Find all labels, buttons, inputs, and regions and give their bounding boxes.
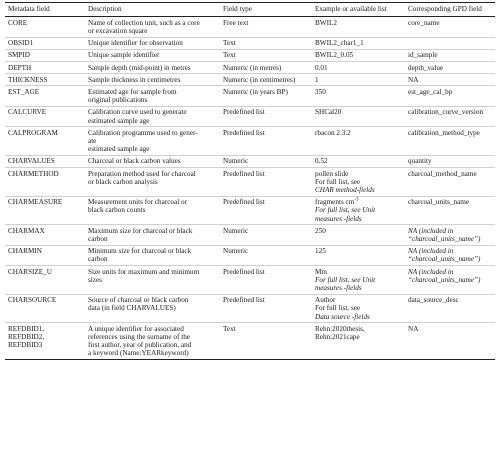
metadata-field-cell — [5, 74, 85, 86]
cell-line: measures -fields — [315, 214, 362, 223]
cell-line: data_source_desc — [408, 296, 459, 305]
cell-line: charcoal_method_name — [408, 169, 477, 178]
cell-line: est_age_cal_bp — [408, 87, 453, 96]
table-row — [5, 323, 495, 360]
field-type-cell — [220, 17, 312, 37]
gpd-field-cell — [405, 49, 495, 61]
gpd-field-cell — [405, 266, 495, 295]
cell-line: Calibration programme used to gener- — [88, 128, 198, 137]
example-cell — [312, 245, 405, 265]
cell-line: Charcoal or black carbon values — [88, 157, 181, 166]
cell-line: NA (included in — [408, 226, 454, 235]
description-cell — [85, 17, 220, 37]
table-row — [5, 106, 495, 126]
field-type-cell — [220, 266, 312, 295]
cell-line: CHARMAX — [8, 226, 45, 235]
cell-line: ate — [88, 136, 97, 145]
cell-line: CORE — [8, 18, 28, 27]
cell-line: Numeric (in years BP) — [223, 87, 288, 96]
cell-line: Predefined list — [223, 108, 265, 117]
cell-line: Numeric (in metres) — [223, 63, 282, 72]
description-cell — [85, 37, 220, 49]
table-body — [5, 17, 495, 360]
cell-line: quantity — [408, 157, 432, 166]
gpd-field-cell — [405, 86, 495, 106]
gpd-field-cell — [405, 127, 495, 156]
field-type-cell — [220, 294, 312, 323]
gpd-field-cell — [405, 245, 495, 265]
cell-line: original publications — [88, 96, 148, 105]
cell-line: Size units for maximum and minimum — [88, 267, 200, 276]
table-row — [5, 155, 495, 167]
cell-line: BWIL2 — [315, 18, 337, 27]
metadata-field-cell — [5, 49, 85, 61]
cell-line: data (in field CHARVALUES) — [88, 304, 176, 313]
field-type-cell — [220, 49, 312, 61]
field-type-cell — [220, 86, 312, 106]
gpd-field-cell — [405, 225, 495, 245]
cell-line: SHCal20 — [315, 108, 342, 117]
cell-line: “charcoal_units_name”) — [408, 255, 481, 264]
cell-line: Estimated age for sample from — [88, 87, 177, 96]
example-cell — [312, 17, 405, 37]
gpd-field-cell — [405, 37, 495, 49]
example-cell — [312, 127, 405, 156]
field-type-cell — [220, 106, 312, 126]
cell-line: Free text — [223, 18, 249, 27]
metadata-field-cell — [5, 37, 85, 49]
table-row — [5, 245, 495, 265]
table-row — [5, 266, 495, 295]
cell-line: 250 — [315, 226, 326, 235]
cell-line: SMPID — [8, 51, 30, 60]
cell-line: charcoal_units_name — [408, 198, 470, 207]
gpd-field-cell — [405, 17, 495, 37]
example-cell — [312, 74, 405, 86]
gpd-field-cell — [405, 74, 495, 86]
cell-line: NA (included in — [408, 247, 454, 256]
cell-line: CHAR method-fields — [315, 185, 375, 194]
metadata-field-cell — [5, 294, 85, 323]
cell-line: Sample thickness in centimetres — [88, 75, 181, 84]
cell-line: Mm — [315, 267, 327, 276]
header-example: Example or available list — [312, 3, 405, 17]
description-cell — [85, 168, 220, 197]
cell-line: Numeric — [223, 226, 249, 235]
cell-line: CHARMIN — [8, 247, 42, 256]
cell-line: Rehn:2021cape — [315, 333, 360, 341]
cell-line: NA — [408, 324, 419, 333]
metadata-field-cell — [5, 17, 85, 37]
cell-line: BWIL2_0.05 — [315, 51, 354, 60]
field-type-cell — [220, 196, 312, 225]
cell-line: Text — [223, 51, 236, 60]
metadata-field-cell — [5, 86, 85, 106]
example-cell — [312, 62, 405, 74]
metadata-field-cell — [5, 266, 85, 295]
cell-line: NA — [408, 75, 419, 84]
cell-line: id_sample — [408, 51, 438, 60]
cell-line: calibration_curve_version — [408, 108, 484, 117]
metadata-field-cell — [5, 225, 85, 245]
field-type-cell — [220, 225, 312, 245]
cell-line: Predefined list — [223, 267, 265, 276]
description-cell — [85, 127, 220, 156]
metadata-field-cell — [5, 106, 85, 126]
field-type-cell — [220, 74, 312, 86]
metadata-table — [5, 2, 495, 360]
example-cell — [312, 106, 405, 126]
cell-line: Text — [223, 324, 236, 333]
cell-line: Predefined list — [223, 296, 265, 305]
table-header-row — [5, 3, 495, 17]
gpd-field-cell — [405, 106, 495, 126]
cell-line: Name of collection unit, such as a core — [88, 18, 200, 27]
gpd-field-cell — [405, 196, 495, 225]
header-metadata-field: Metadata field — [5, 3, 85, 17]
example-cell — [312, 86, 405, 106]
cell-line: BWIL2_char1_1 — [315, 39, 364, 48]
cell-line: calibration_method_type — [408, 128, 480, 137]
metadata-field-cell — [5, 323, 85, 360]
cell-line: CHARSOURCE — [8, 296, 57, 305]
cell-line: For full list, see — [315, 304, 361, 313]
field-type-cell — [220, 155, 312, 167]
cell-line: Unique identifier for observation — [88, 39, 183, 48]
header-description: Description — [85, 3, 220, 17]
cell-line: Minimum size for charcoal or black — [88, 247, 192, 256]
gpd-field-cell — [405, 155, 495, 167]
cell-line: Numeric — [223, 247, 249, 256]
example-cell — [312, 196, 405, 225]
cell-line: Predefined list — [223, 169, 265, 178]
cell-line: CHARSIZE_U — [8, 267, 52, 276]
cell-line: Author — [315, 296, 336, 305]
header-gpd-field: Corresponding GPD field — [405, 3, 495, 17]
cell-line: Predefined list — [223, 128, 265, 137]
cell-line: Numeric — [223, 157, 249, 166]
cell-line: estimated sample age — [88, 116, 150, 125]
cell-line: THICKNESS — [8, 75, 48, 84]
table-row — [5, 49, 495, 61]
metadata-table-container — [5, 2, 495, 360]
example-cell — [312, 155, 405, 167]
cell-line: Measurement units for charcoal or — [88, 198, 187, 207]
cell-line: Rehn:2020thesis, — [315, 324, 365, 333]
cell-line: carbon — [88, 255, 108, 264]
table-row — [5, 127, 495, 156]
field-type-cell — [220, 245, 312, 265]
table-row — [5, 196, 495, 225]
cell-line: DEPTH — [8, 63, 32, 72]
metadata-field-cell — [5, 155, 85, 167]
cell-line: or black carbon analysis — [88, 177, 158, 186]
cell-line: a keyword (Name:YEARkeyword) — [88, 349, 189, 358]
example-cell — [312, 168, 405, 197]
cell-line: Maximum size for charcoal or black — [88, 226, 193, 235]
table-row — [5, 86, 495, 106]
cell-line: For full list, see — [315, 177, 361, 186]
cell-line: Predefined list — [223, 198, 265, 207]
description-cell — [85, 196, 220, 225]
cell-line: Source of charcoal or black carbon — [88, 296, 189, 305]
cell-line: CALCURVE — [8, 108, 47, 117]
field-type-cell — [220, 37, 312, 49]
cell-line: CALPROGRAM — [8, 128, 58, 137]
cell-line: Preparation method used for charcoal — [88, 169, 196, 178]
header-field-type: Field type — [220, 3, 312, 17]
gpd-field-cell — [405, 294, 495, 323]
description-cell — [85, 49, 220, 61]
description-cell — [85, 155, 220, 167]
cell-line: 0.01 — [315, 63, 328, 72]
description-cell — [85, 86, 220, 106]
cell-line: CHARVALUES — [8, 157, 55, 166]
metadata-field-cell — [5, 245, 85, 265]
cell-line: “charcoal_units_name”) — [408, 234, 481, 243]
table-row — [5, 74, 495, 86]
description-cell — [85, 225, 220, 245]
cell-line: estimated sample age — [88, 145, 150, 154]
cell-line: 350 — [315, 87, 326, 96]
cell-line: Unique sample identifier — [88, 51, 160, 60]
cell-line: REFDBID2, — [8, 333, 45, 341]
metadata-field-cell — [5, 196, 85, 225]
cell-line: rbacon 2.3.2 — [315, 128, 351, 137]
cell-line: REFDBID1, — [8, 324, 45, 333]
example-cell — [312, 225, 405, 245]
cell-line: CHARMEASURE — [8, 198, 63, 207]
cell-line: NA (included in — [408, 267, 454, 276]
field-type-cell — [220, 168, 312, 197]
cell-line: EST_AGE — [8, 87, 40, 96]
table-row — [5, 37, 495, 49]
cell-line: measures -fields — [315, 283, 362, 292]
gpd-field-cell — [405, 323, 495, 360]
gpd-field-cell — [405, 62, 495, 74]
cell-line: Sample depth (mid-point) in metres — [88, 63, 191, 72]
cell-line: or excavation square — [88, 26, 148, 35]
description-cell — [85, 62, 220, 74]
field-type-cell — [220, 323, 312, 360]
description-cell — [85, 294, 220, 323]
table-row — [5, 17, 495, 37]
table-row — [5, 225, 495, 245]
cell-line: REFDBID3 — [8, 341, 43, 350]
table-row — [5, 294, 495, 323]
table-row — [5, 62, 495, 74]
description-cell — [85, 323, 220, 360]
cell-line: fragments $cm^{-3}$ — [315, 197, 359, 207]
example-cell — [312, 49, 405, 61]
cell-line: Calibration curve used to generate — [88, 108, 187, 117]
cell-line: first author, year of publication, and — [88, 341, 192, 350]
example-cell — [312, 266, 405, 295]
cell-line: black carbon counts — [88, 206, 146, 215]
cell-line: pollen slide — [315, 169, 349, 178]
cell-line: references using the surname of the — [88, 333, 190, 341]
cell-line: Data source -fields — [315, 312, 370, 321]
cell-line: 125 — [315, 247, 326, 256]
metadata-field-cell — [5, 62, 85, 74]
cell-line: Numeric (in centimetres) — [223, 75, 296, 84]
example-cell — [312, 323, 405, 360]
cell-line: sizes — [88, 275, 102, 284]
cell-line: CHARMETHOD — [8, 169, 59, 178]
field-type-cell — [220, 62, 312, 74]
cell-line: 0.52 — [315, 157, 328, 166]
description-cell — [85, 266, 220, 295]
cell-line: For full list, see Unit — [315, 206, 376, 215]
cell-line: For full list, see Unit — [315, 275, 376, 284]
cell-line: OBSID1 — [8, 39, 34, 48]
cell-line: Text — [223, 39, 236, 48]
cell-line: carbon — [88, 234, 108, 243]
gpd-field-cell — [405, 168, 495, 197]
cell-line: depth_value — [408, 63, 444, 72]
field-type-cell — [220, 127, 312, 156]
unit-superscript: -3 — [354, 197, 359, 203]
description-cell — [85, 245, 220, 265]
cell-line: “charcoal_units_name”) — [408, 275, 481, 284]
description-cell — [85, 106, 220, 126]
metadata-field-cell — [5, 168, 85, 197]
description-cell — [85, 74, 220, 86]
cell-line: A unique identifier for associated — [88, 324, 184, 333]
cell-line: 1 — [315, 75, 319, 84]
table-row — [5, 168, 495, 197]
metadata-field-cell — [5, 127, 85, 156]
cell-line: core_name — [408, 18, 440, 27]
example-cell — [312, 294, 405, 323]
example-cell — [312, 37, 405, 49]
